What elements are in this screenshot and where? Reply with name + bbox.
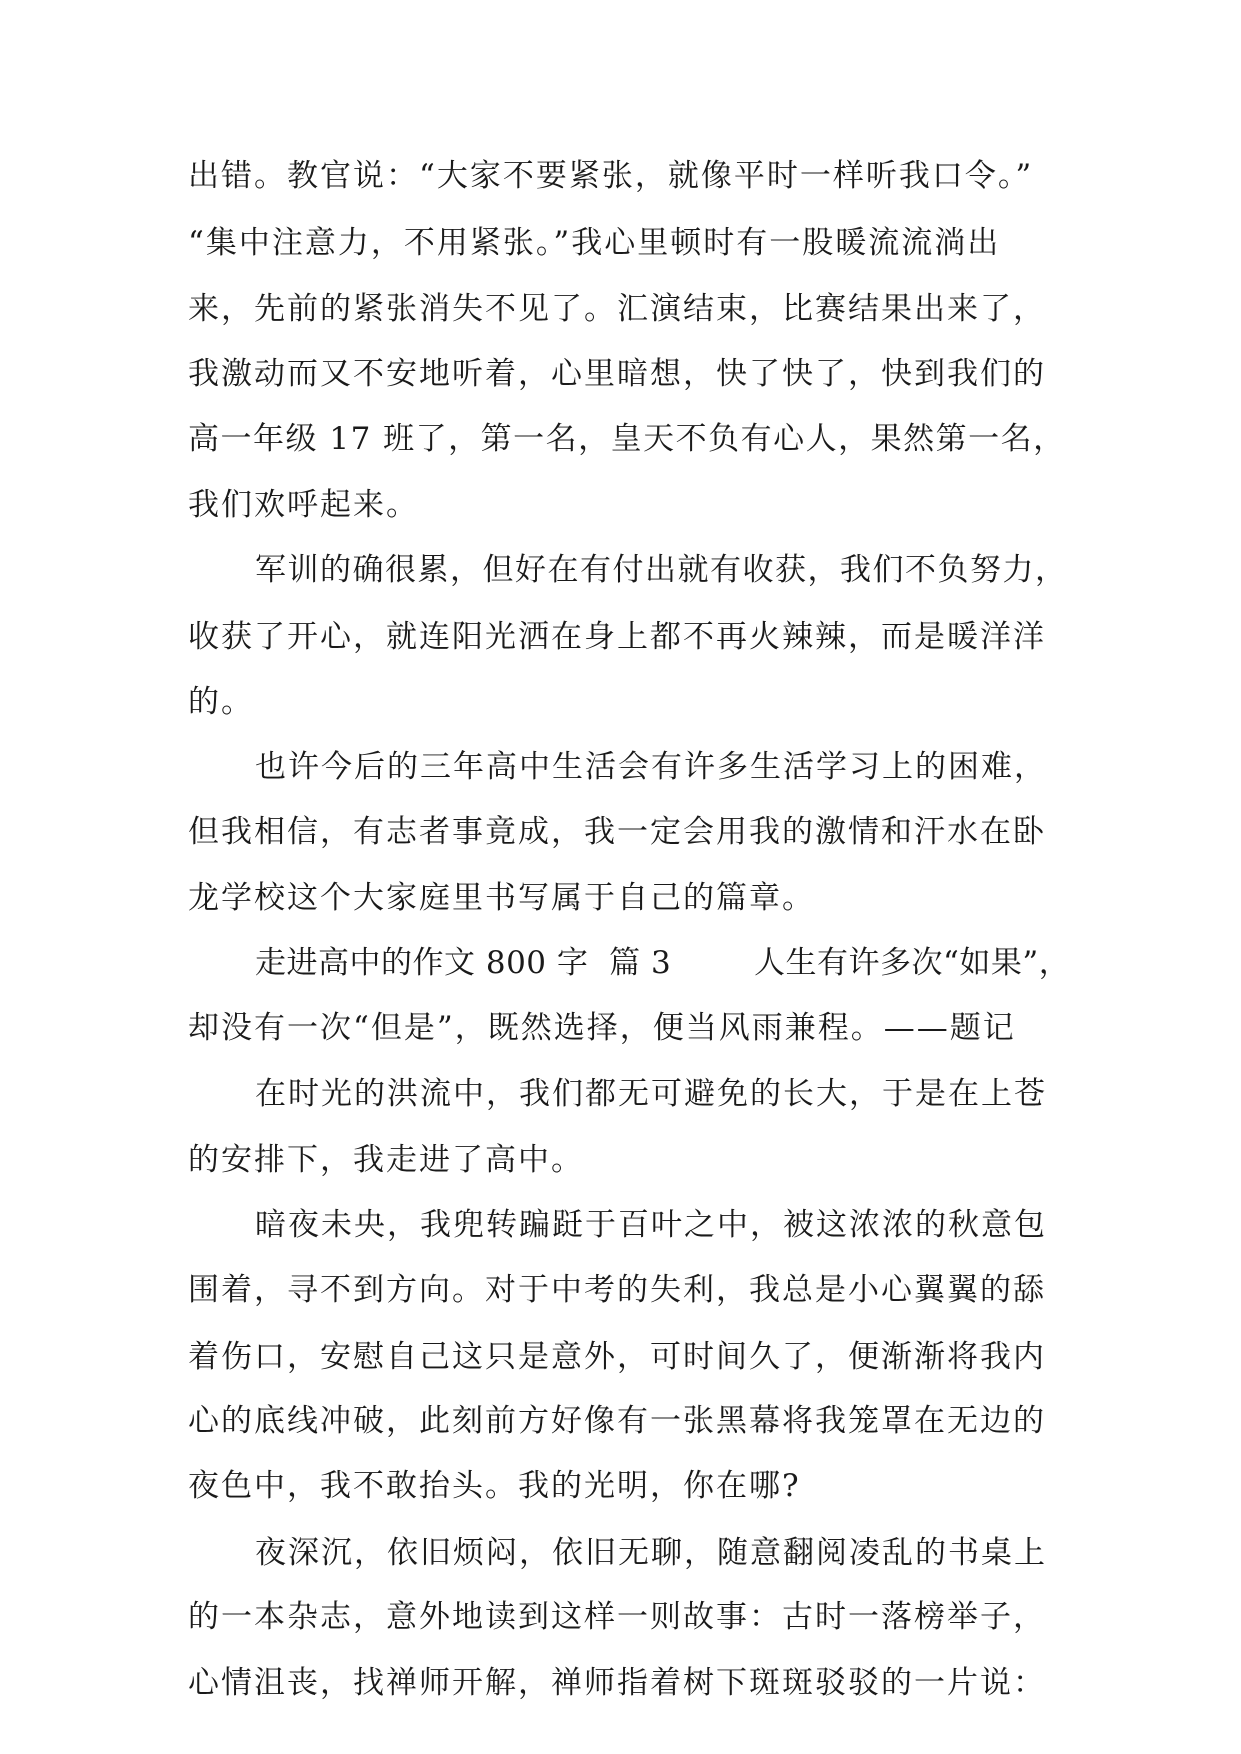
text-line: 高一年级 17 班了，第一名，皇天不负有心人，果然第一名， — [188, 421, 1066, 457]
text-line: 心情沮丧，找禅师开解，禅师指着树下斑斑驳驳的一片说： — [188, 1665, 1046, 1701]
section-heading-line: 走进高中的作文 800 字 篇 3 人生有许多次“如果”， — [255, 945, 1071, 981]
text-line: 却没有一次“但是”，既然选择，便当风雨兼程。——题记 — [188, 1010, 1016, 1046]
text-line: 我激动而又不安地听着，心里暗想，快了快了，快到我们的 — [188, 356, 1046, 392]
text-line: 我们欢呼起来。 — [188, 487, 419, 523]
text-line: 也许今后的三年高中生活会有许多生活学习上的困难， — [255, 749, 1047, 785]
text-line: 暗夜未央，我兜转蹁跹于百叶之中，被这浓浓的秋意包 — [255, 1207, 1047, 1243]
text-line: 在时光的洪流中，我们都无可避免的长大，于是在上苍 — [255, 1076, 1047, 1112]
text-line: 的安排下，我走进了高中。 — [188, 1142, 584, 1178]
text-line: 夜深沉，依旧烦闷，依旧无聊，随意翻阅凌乱的书桌上 — [255, 1535, 1047, 1571]
text-line: 来，先前的紧张消失不见了。汇演结束，比赛结果出来了， — [188, 291, 1046, 327]
text-line: 出错。教官说：“大家不要紧张，就像平时一样听我口令。” — [188, 158, 1034, 194]
text-line: 夜色中，我不敢抬头。我的光明，你在哪? — [188, 1468, 801, 1504]
text-line: 的一本杂志，意外地读到这样一则故事：古时一落榜举子， — [188, 1599, 1046, 1635]
text-line: 龙学校这个大家庭里书写属于自己的篇章。 — [188, 880, 815, 916]
text-line: 心的底线冲破，此刻前方好像有一张黑幕将我笼罩在无边的 — [188, 1403, 1046, 1439]
text-line: 但我相信，有志者事竟成，我一定会用我的激情和汗水在卧 — [188, 814, 1046, 850]
text-line: 着伤口，安慰自己这只是意外，可时间久了，便渐渐将我内 — [188, 1339, 1046, 1375]
text-line: 军训的确很累，但好在有付出就有收获，我们不负努力， — [255, 552, 1068, 588]
text-line: 的。 — [188, 684, 254, 720]
text-line: 收获了开心，就连阳光洒在身上都不再火辣辣，而是暖洋洋 — [188, 619, 1046, 655]
text-line: “集中注意力，不用紧张。”我心里顿时有一股暖流流淌出 — [188, 225, 1001, 261]
text-line: 围着，寻不到方向。对于中考的失利，我总是小心翼翼的舔 — [188, 1272, 1046, 1308]
